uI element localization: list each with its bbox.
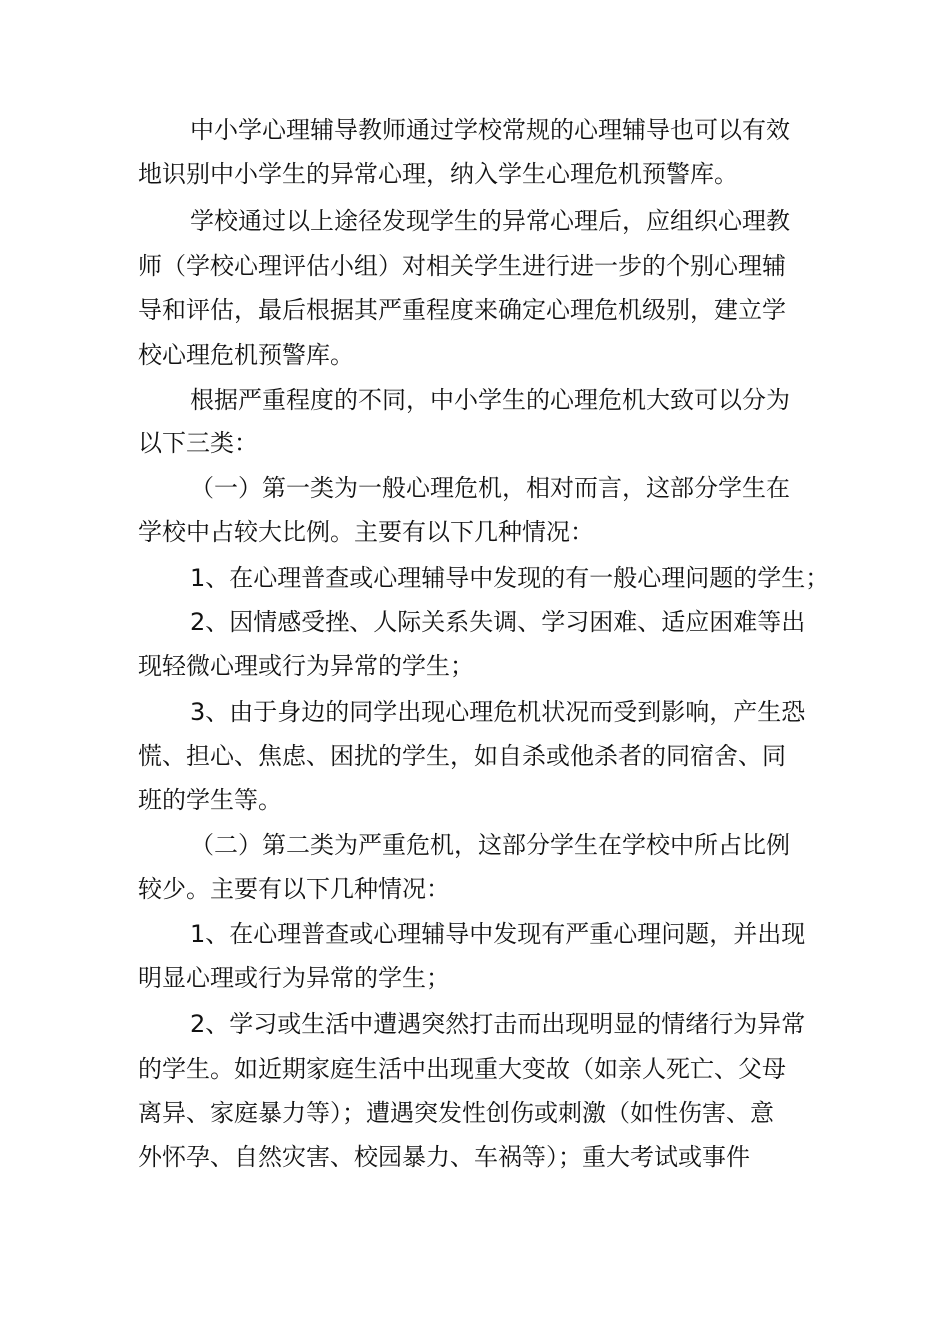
paragraph-line: 外怀孕、自然灾害、校园暴力、车祸等）；重大考试或事件 <box>138 1143 750 1171</box>
section-heading-line: （二）第二类为严重危机，这部分学生在学校中所占比例 <box>190 831 790 859</box>
paragraph-line: 师（学校心理评估小组）对相关学生进行进一步的个别心理辅 <box>138 252 786 280</box>
paragraph-line: 较少。主要有以下几种情况： <box>138 875 450 903</box>
paragraph-line: 根据严重程度的不同，中小学生的心理危机大致可以分为 <box>190 386 790 414</box>
paragraph-line: 明显心理或行为异常的学生； <box>138 964 450 992</box>
list-item-line: 3、由于身边的同学出现心理危机状况而受到影响，产生恐 <box>190 698 806 726</box>
list-item-line: 1、在心理普查或心理辅导中发现的有一般心理问题的学生； <box>190 564 830 592</box>
paragraph-line: 班的学生等。 <box>138 786 282 814</box>
list-item-line: 1、在心理普查或心理辅导中发现有严重心理问题，并出现 <box>190 920 806 948</box>
paragraph-line: 校心理危机预警库。 <box>138 341 354 369</box>
paragraph-line: 现轻微心理或行为异常的学生； <box>138 652 474 680</box>
paragraph-line: 离异、家庭暴力等）；遭遇突发性创伤或刺激（如性伤害、意 <box>138 1099 774 1127</box>
paragraph-line: 以下三类： <box>138 429 258 457</box>
list-item-line: 2、学习或生活中遭遇突然打击而出现明显的情绪行为异常 <box>190 1010 806 1038</box>
paragraph-line: 中小学心理辅导教师通过学校常规的心理辅导也可以有效 <box>190 116 790 144</box>
section-heading-line: （一）第一类为一般心理危机，相对而言，这部分学生在 <box>190 474 790 502</box>
paragraph-line: 地识别中小学生的异常心理，纳入学生心理危机预警库。 <box>138 160 738 188</box>
paragraph-line: 慌、担心、焦虑、困扰的学生，如自杀或他杀者的同宿舍、同 <box>138 742 786 770</box>
paragraph-line: 的学生。如近期家庭生活中出现重大变故（如亲人死亡、父母 <box>138 1055 786 1083</box>
list-item-line: 2、因情感受挫、人际关系失调、学习困难、适应困难等出 <box>190 608 806 636</box>
paragraph-line: 导和评估，最后根据其严重程度来确定心理危机级别，建立学 <box>138 296 786 324</box>
paragraph-line: 学校中占较大比例。主要有以下几种情况： <box>138 518 594 546</box>
paragraph-line: 学校通过以上途径发现学生的异常心理后，应组织心理教 <box>190 207 790 235</box>
